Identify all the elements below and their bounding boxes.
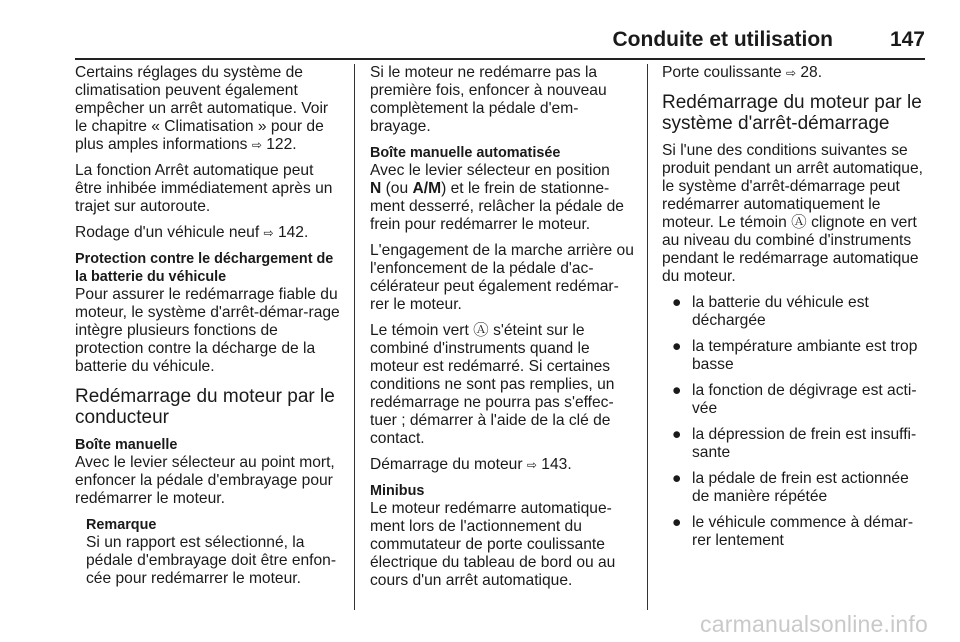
paragraph <box>75 64 343 154</box>
gear-position-am: A/M <box>412 180 442 197</box>
paragraph: Avec le levier sélecteur au point mort, enfoncer la pédale d'embrayage pour redémarrer le moteur. <box>75 454 335 507</box>
page-header <box>75 20 925 60</box>
section-title: Conduite et utilisation <box>612 28 833 51</box>
reference-arrow-icon: ⇨ <box>785 66 797 80</box>
section-heading: Redémarrage du moteur par le système d'arrêt-démarrage <box>662 92 922 134</box>
bullet-icon: ● <box>672 514 682 531</box>
paragraph-text: Si l'une des conditions suivantes se produit pendant un arrêt automatique, le système d'arrêt-démarrage peut redémarrer automatiquement le moteur. Le témoin <box>662 142 923 231</box>
list-item <box>662 514 927 550</box>
page-reference-link[interactable]: 142. <box>277 224 309 241</box>
page-reference-link[interactable]: 28. <box>800 64 823 81</box>
subheading: Protection contre le déchargement de la batterie du véhicule <box>75 251 334 285</box>
note-box <box>75 516 343 588</box>
paragraph <box>370 322 635 448</box>
paragraph: Pour assurer le redémarrage fiable du moteur, le système d'arrêt-démar-rage intègre plusieurs fonctions de protection contre la décharge de la batterie du véhicule. <box>75 286 340 375</box>
list-item <box>662 338 927 374</box>
paragraph: L'engagement de la marche arrière ou l'enfoncement de la pédale d'ac-célérateur peut également redémar-rer le moteur. <box>370 242 634 313</box>
column-3 <box>662 64 927 558</box>
paragraph: Si le moteur ne redémarre pas la première fois, enfoncer à nouveau complètement la pédale d'em-brayage. <box>370 64 607 135</box>
paragraph-text: Certains réglages du système de climatisation peuvent également empêcher un arrêt automatique. Voir le chapitre « Climatisation » pour de plus amples informations <box>75 64 329 153</box>
bullet-icon: ● <box>672 426 682 443</box>
list-item <box>662 382 927 418</box>
paragraph-text: Porte coulissante <box>662 64 782 81</box>
paragraph-text: Démarrage du moteur <box>370 456 523 473</box>
subheading: Boîte manuelle <box>75 437 178 453</box>
auto-stop-icon: Ⓐ <box>791 214 807 231</box>
paragraph <box>370 456 635 474</box>
paragraph-text: Rodage d'un véhicule neuf <box>75 224 260 241</box>
reference-arrow-icon: ⇨ <box>251 138 262 152</box>
list-item-text: la batterie du véhicule est déchargée <box>692 294 869 329</box>
column-2 <box>370 64 635 598</box>
list-item-text: la pédale de frein est actionnée de manière répétée <box>692 470 909 505</box>
paragraph-text: Avec le levier sélecteur en position <box>370 162 610 179</box>
subheading: Boîte manuelle automatisée <box>370 145 561 161</box>
page-reference-link[interactable]: 122. <box>266 136 297 153</box>
subheading: Minibus <box>370 483 425 499</box>
section-heading: Redémarrage du moteur par le conducteur <box>75 386 335 428</box>
page-number: 147 <box>889 28 925 51</box>
page-reference-link[interactable]: 143. <box>541 456 572 473</box>
bullet-icon: ● <box>672 294 682 311</box>
paragraph <box>662 142 927 286</box>
reference-arrow-icon: ⇨ <box>526 458 537 472</box>
condition-list <box>662 294 927 550</box>
paragraph: La fonction Arrêt automatique peut être inhibée immédiatement après un trajet sur autoroute. <box>75 162 333 215</box>
bullet-icon: ● <box>672 382 682 399</box>
paragraph <box>370 162 635 234</box>
paragraph-text: (ou <box>385 180 409 197</box>
paragraph-text: ) et le frein de stationne-ment desserré, relâcher la pédale de frein pour redémarrer le moteur. <box>370 180 624 233</box>
auto-stop-icon: Ⓐ <box>473 322 489 339</box>
gear-position-n: N <box>370 180 382 197</box>
list-item <box>662 294 927 330</box>
list-item-text: la dépression de frein est insuffi-sante <box>692 426 917 461</box>
column-1 <box>75 64 343 596</box>
bullet-icon: ● <box>672 338 682 355</box>
note-title: Remarque <box>86 517 157 533</box>
column-divider <box>354 64 355 610</box>
bullet-icon: ● <box>672 470 682 487</box>
list-item-text: le véhicule commence à démar-rer lentement <box>692 514 914 549</box>
list-item-text: la fonction de dégivrage est acti-vée <box>692 382 917 417</box>
paragraph: Le moteur redémarre automatique-ment lors de l'actionnement du commutateur de porte coulissante électrique du tableau de bord ou au cours d'un arrêt automatique. <box>370 500 616 589</box>
paragraph <box>662 64 927 82</box>
list-item-text: la température ambiante est trop basse <box>692 338 918 373</box>
paragraph-text: s'éteint sur le combiné d'instruments quand le moteur est redémarré. Si certaines conditions ne sont pas remplies, un redémarrage ne pourra pas s'effec-tuer ; démarrer à l'aide de la clé de contact. <box>370 322 615 447</box>
list-item <box>662 470 927 506</box>
paragraph-text: Le témoin vert <box>370 322 469 339</box>
paragraph-text: clignote en vert au niveau du combiné d'instruments pendant le redémarrage automatique du moteur. <box>662 214 919 285</box>
paragraph <box>75 224 343 242</box>
watermark: carmanualsonline.info <box>700 611 928 637</box>
reference-arrow-icon: ⇨ <box>263 226 274 240</box>
list-item <box>662 426 927 462</box>
note-text: Si un rapport est sélectionné, la pédale d'embrayage doit être enfon-cée pour redémarrer le moteur. <box>86 534 337 587</box>
column-divider <box>647 64 648 610</box>
